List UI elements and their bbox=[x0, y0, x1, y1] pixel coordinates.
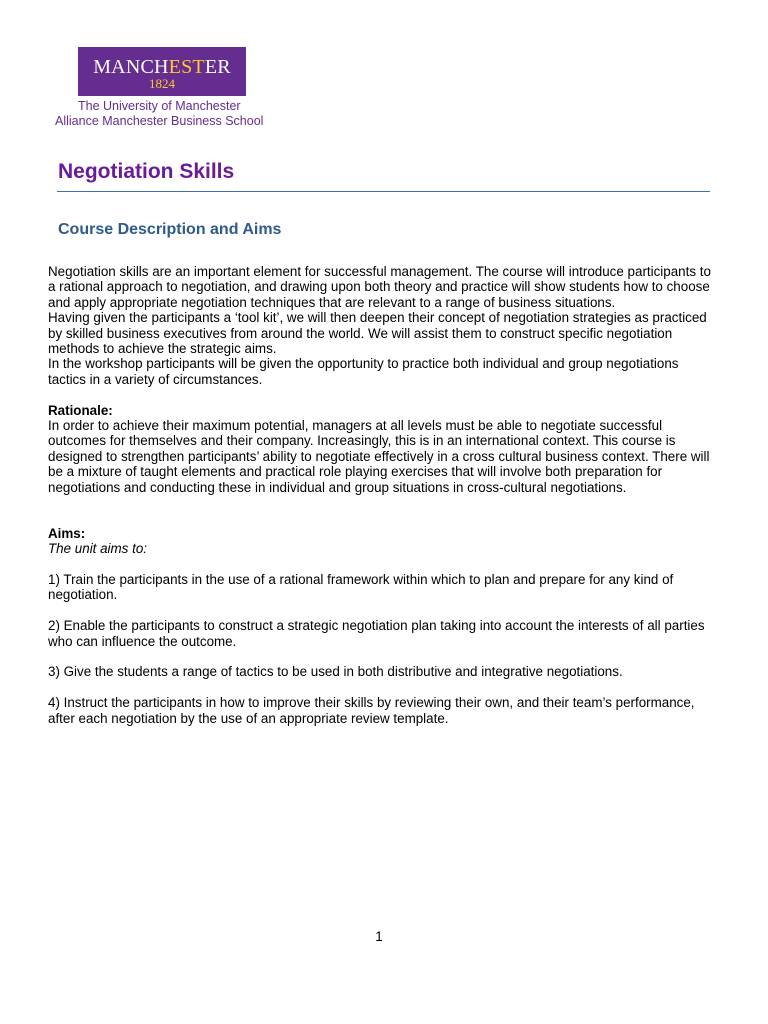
university-logo bbox=[78, 47, 246, 96]
aim-item: 4) Instruct the participants in how to improve their skills by reviewing their own, and their team’s performance, after each negotiation by the use of an appropriate review template. bbox=[48, 695, 695, 726]
aims-intro: The unit aims to: bbox=[48, 541, 147, 557]
logo-school-name: Alliance Manchester Business School bbox=[55, 114, 264, 128]
logo-year: 1824 bbox=[149, 76, 175, 91]
page-title: Negotiation Skills bbox=[58, 160, 235, 183]
aim-item: 2) Enable the participants to construct a strategic negotiation plan taking into account the interests of all parties who can influence the outcome. bbox=[48, 618, 705, 649]
logo-university-name: The University of Manchester bbox=[78, 99, 241, 113]
document-body bbox=[48, 264, 718, 726]
rationale-paragraph: In order to achieve their maximum potential, managers at all levels must be able to negotiate successful outcomes for themselves and their company. Increasingly, this is in an international context. This course is designed to strengthen participants’ ability to negotiate effectively in a cross cultural business context. There will be a mixture of taught elements and practical role playing exercises that will involve both preparation for negotiations and conducting these in individual and group situations in cross-cultural negotiations. bbox=[48, 418, 710, 495]
description-paragraph: In the workshop participants will be given the opportunity to practice both individual and group negotiations tactics in a variety of circumstances. bbox=[48, 356, 679, 387]
aim-item: 3) Give the students a range of tactics to be used in both distributive and integrative negotiations. bbox=[48, 664, 623, 680]
aims-label: Aims: bbox=[48, 525, 86, 541]
description-paragraph: Having given the participants a ‘tool kit’, we will then deepen their concept of negotiation strategies as practiced by skilled business executives from around the world. We will assist them to construct specific negotiation methods to achieve the strategic aims. bbox=[48, 310, 707, 357]
title-divider bbox=[57, 191, 710, 192]
aim-item: 1) Train the participants in the use of a rational framework within which to plan and prepare for any kind of negotiation. bbox=[48, 572, 674, 603]
description-paragraph: Negotiation skills are an important element for successful management. The course will introduce participants to a rational approach to negotiation, and drawing upon both theory and practice will show students how to choose and apply appropriate negotiation techniques that are relevant to a range of business situations. bbox=[48, 264, 711, 310]
logo-wordmark: MANCHESTER bbox=[93, 56, 231, 78]
rationale-label: Rationale: bbox=[48, 402, 113, 418]
section-heading: Course Description and Aims bbox=[58, 221, 282, 238]
page-number: 1 bbox=[375, 929, 383, 944]
